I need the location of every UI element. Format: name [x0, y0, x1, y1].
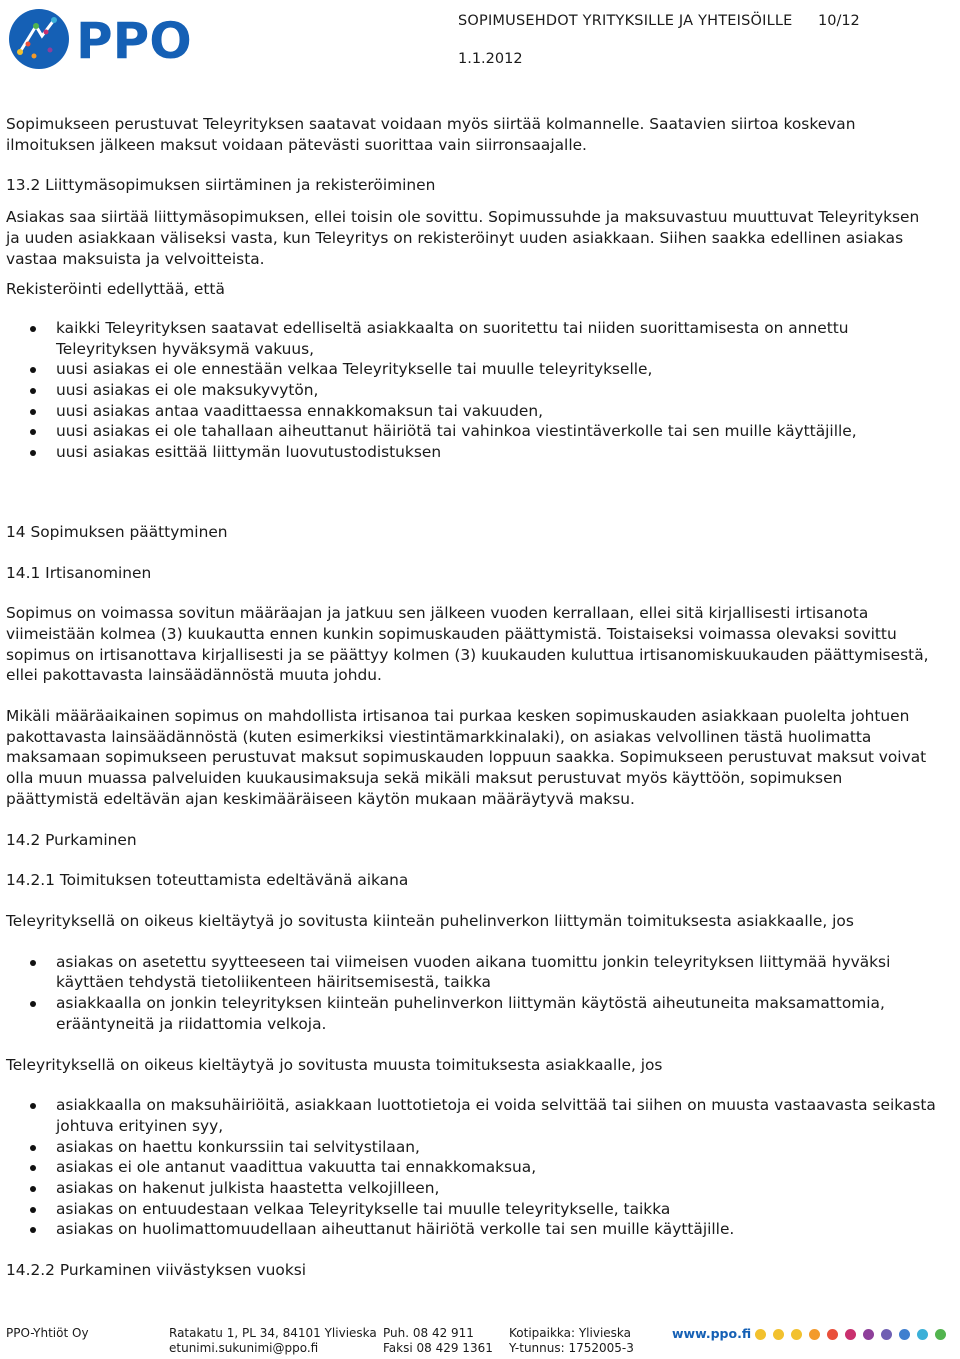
- other-refusal-conditions-list: [6, 1095, 936, 1240]
- page-number: 10/12: [818, 13, 860, 29]
- list-item: asiakas on asetettu syytteeseen tai viimeisen vuoden aikana tuomittu jonkin teleyrityksen liittymää hyväksi käyttäen tehdystä tietoliikenteen häiritsemisestä, taikka: [56, 952, 936, 993]
- list-item: asiakas on haettu konkurssiin tai selvitystilaan,: [56, 1137, 936, 1158]
- paragraph-refuse-other: Teleyrityksellä on oikeus kieltäytyä jo sovitusta muusta toimituksesta asiakkaalle, jos: [6, 1055, 663, 1074]
- list-item: asiakas on hakenut julkista haastetta velkojilleen,: [56, 1178, 936, 1199]
- paragraph-fixed-term: Mikäli määräaikainen sopimus on mahdollista irtisanoa tai purkaa kesken sopimuskauden asiakkaan puolelta johtuen pakottavasta lainsäädännöstä (kuten esimerkiksi viestintämarkkinalaki), on asiakas velvollinen tästä huolimatta maksamaan sopimukseen perustuvat maksut sopimuskauden loppuun saakka. Sopimukseen perustuvat maksut voivat olla muun muassa palveluiden kuukausimaksuja sekä mikäli maksut perustuvat myös käyttöön, sopimuksen päättymistä edeltävän ajan keskimääräiseen käytön mukaan määräytyvä maksu.: [6, 707, 927, 808]
- list-item: uusi asiakas ei ole tahallaan aiheuttanut häiriötä tai vahinkoa viestintäverkolle tai sen muille käyttäjille,: [56, 421, 936, 442]
- list-item: kaikki Teleyrityksen saatavat edelliseltä asiakkaalta on suoritettu tai niiden suorittamisesta on annettu Teleyrityksen hyväksymä vakuus,: [56, 318, 936, 359]
- paragraph-registration-requires: Rekisteröinti edellyttää, että: [6, 280, 225, 299]
- document-title: SOPIMUSEHDOT YRITYKSILLE JA YHTEISÖILLE: [458, 13, 793, 29]
- footer-dot: [881, 1329, 892, 1340]
- logo-text: PPO: [76, 12, 192, 70]
- heading-13-2: 13.2 Liittymäsopimuksen siirtäminen ja rekisteröiminen: [6, 176, 436, 195]
- footer-domicile: Kotipaikka: Ylivieska: [509, 1326, 632, 1340]
- heading-14-2-1: 14.2.1 Toimituksen toteuttamista edeltävänä aikana: [6, 871, 409, 890]
- footer-dot: [791, 1329, 802, 1340]
- list-item: uusi asiakas antaa vaadittaessa ennakkomaksun tai vakuuden,: [56, 401, 936, 422]
- footer-dot: [899, 1329, 910, 1340]
- ppo-logo: [6, 6, 228, 72]
- list-item: asiakas on huolimattomuudellaan aiheuttanut häiriötä verkolle tai sen muille käyttäjille.: [56, 1219, 936, 1240]
- list-item: uusi asiakas esittää liittymän luovutustodistuksen: [56, 442, 936, 463]
- list-item: asiakkaalla on jonkin teleyrityksen kiinteän puhelinverkon liittymän käytöstä aiheutuneita maksamattomia, erääntyneitä ja riidattomia velkoja.: [56, 993, 936, 1034]
- paragraph-receivables-transfer: Sopimukseen perustuvat Teleyrityksen saatavat voidaan myös siirtää kolmannelle. Saatavien siirtoa koskevan ilmoituksen jälkeen maksut voidaan pätevästi suorittaa vain siirronsaajalle.: [6, 115, 856, 154]
- footer-dot: [863, 1329, 874, 1340]
- document-body: [6, 114, 936, 1281]
- list-item: uusi asiakas ei ole maksukyvytön,: [56, 380, 936, 401]
- list-item: asiakas on entuudestaan velkaa Teleyritykselle tai muulle teleyritykselle, taikka: [56, 1199, 936, 1220]
- registration-conditions-list: [6, 318, 936, 463]
- heading-14-1: 14.1 Irtisanominen: [6, 563, 152, 582]
- heading-14-2: 14.2 Purkaminen: [6, 830, 137, 849]
- footer-business-id: Y-tunnus: 1752005-3: [509, 1341, 634, 1355]
- footer-phone-col: [383, 1326, 493, 1356]
- footer-dot: [827, 1329, 838, 1340]
- list-item: asiakas ei ole antanut vaadittua vakuutta tai ennakkomaksua,: [56, 1157, 936, 1178]
- footer-address-col: [169, 1326, 377, 1356]
- footer-registry-col: [509, 1326, 634, 1356]
- footer-dot: [809, 1329, 820, 1340]
- footer-color-dots: [755, 1329, 953, 1341]
- heading-14: 14 Sopimuksen päättyminen: [6, 522, 228, 541]
- list-item: uusi asiakas ei ole ennestään velkaa Teleyritykselle tai muulle teleyritykselle,: [56, 359, 936, 380]
- footer-dot: [917, 1329, 928, 1340]
- paragraph-refuse-delivery: Teleyrityksellä on oikeus kieltäytyä jo sovitusta kiinteän puhelinverkon liittymän toimituksesta asiakkaalle, jos: [6, 911, 854, 930]
- page-footer: [0, 1322, 960, 1359]
- paragraph-transfer-contract: Asiakas saa siirtää liittymäsopimuksen, ellei toisin ole sovittu. Sopimussuhde ja maksuvastuu muuttuvat Teleyrityksen ja uuden asiakkaan väliseksi vasta, kun Teleyritys on rekisteröinyt uuden asiakkaan. Siihen saakka edellinen asiakas vastaa maksuista ja velvoitteista.: [6, 208, 920, 268]
- footer-fax: Faksi 08 429 1361: [383, 1341, 493, 1355]
- footer-phone: Puh. 08 42 911: [383, 1326, 474, 1340]
- refusal-conditions-list: [6, 952, 936, 1035]
- footer-address: Ratakatu 1, PL 34, 84101 Ylivieska: [169, 1326, 377, 1340]
- footer-dot: [935, 1329, 946, 1340]
- paragraph-termination: Sopimus on voimassa sovitun määräajan ja jatkuu sen jälkeen vuoden kerrallaan, ellei sitä kirjallisesti irtisanota viimeistään kolmea (3) kuukautta ennen kunkin sopimuskauden päättymistä. Toistaiseksi voimassa olevaksi sovittu sopimus on irtisanottava kirjallisesti ja se päättyy kolmen (3) kuukauden kuluttua irtisanomiskuukauden päättymisestä, ellei pakottavasta lainsäädännöstä muuta johdu.: [6, 604, 929, 685]
- footer-dot: [845, 1329, 856, 1340]
- heading-14-2-2: 14.2.2 Purkaminen viivästyksen vuoksi: [6, 1261, 307, 1280]
- document-date: 1.1.2012: [458, 51, 523, 67]
- footer-dot: [773, 1329, 784, 1340]
- list-item: asiakkaalla on maksuhäiriöitä, asiakkaan luottotietoja ei voida selvittää tai siihen on muusta vastaavasta seikasta johtuva erityinen syy,: [56, 1096, 936, 1135]
- footer-company: PPO-Yhtiöt Oy: [6, 1326, 89, 1340]
- footer-website-link[interactable]: www.ppo.fi: [672, 1326, 752, 1341]
- footer-email[interactable]: etunimi.sukunimi@ppo.fi: [169, 1341, 319, 1355]
- footer-dot: [755, 1329, 766, 1340]
